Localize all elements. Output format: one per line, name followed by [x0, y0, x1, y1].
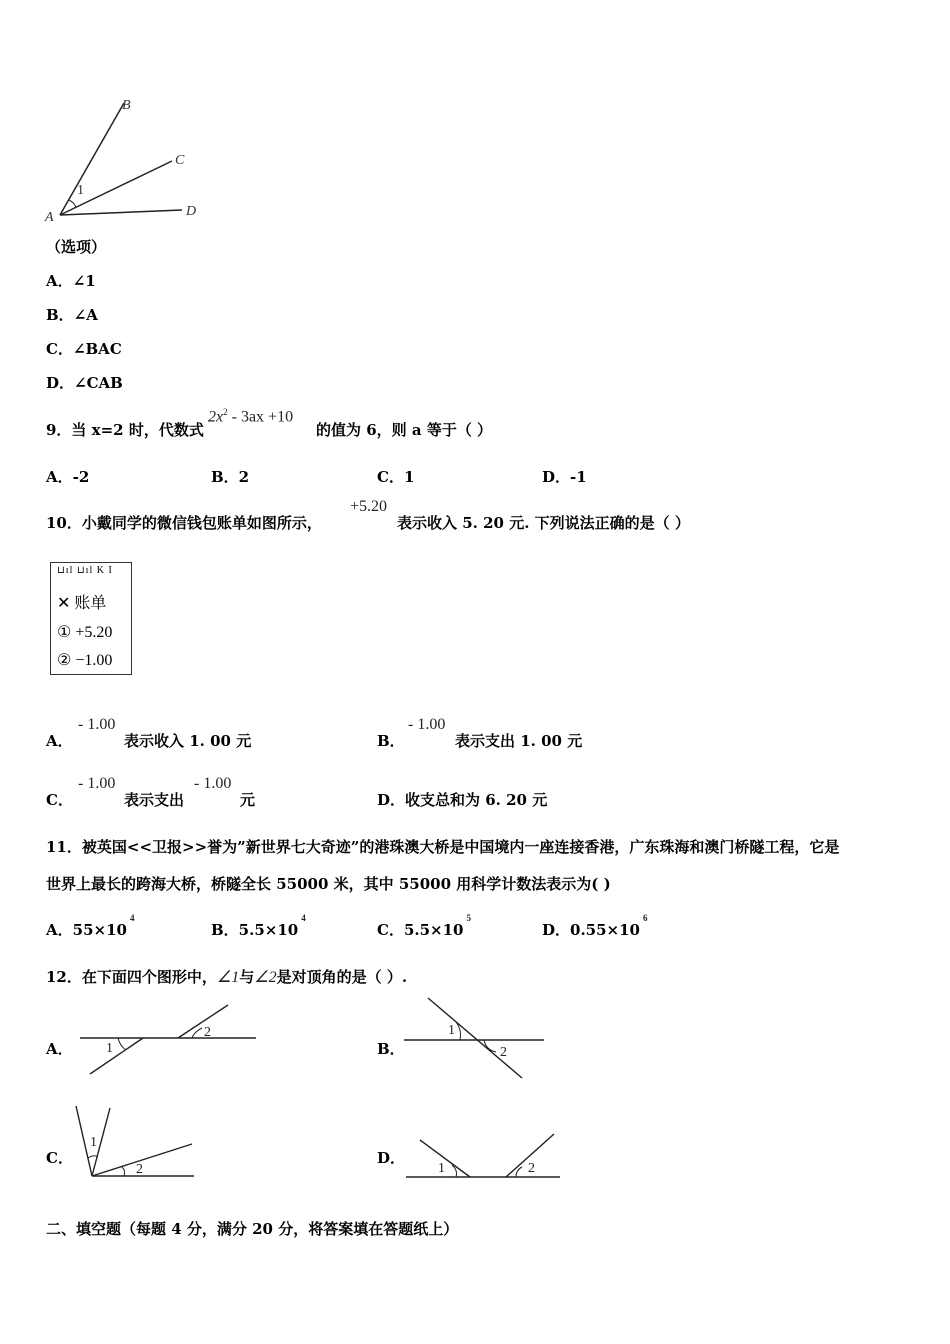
q10-option-d: D．收支总和为 6. 20 元	[377, 791, 548, 809]
q8-option-d: D．∠CAB	[46, 374, 123, 392]
figure-label-1: 1	[77, 183, 84, 198]
q11-option-c-label: C．5.5×10	[377, 921, 464, 939]
q11-option-b-exp: 4	[301, 913, 306, 923]
q12-prefix: 12．在下面四个图形中，	[46, 968, 217, 986]
q11-option-d-label: D．0.55×10	[542, 921, 640, 939]
q12-b-label-1: 1	[448, 1023, 455, 1038]
section-2-heading: 二、填空题（每题 4 分，满分 20 分，将答案填在答题纸上）	[46, 1220, 459, 1238]
q10-option-b-expr: - 1.00	[408, 716, 446, 733]
q11-option-a-exp: 4	[129, 913, 135, 923]
figure-label-b: B	[122, 98, 131, 113]
q9-suffix: 的值为 6，则 a 等于（ ）	[316, 421, 493, 439]
q12-option-c-label: C．	[46, 1149, 73, 1167]
q10-option-a-expr: - 1.00	[78, 716, 116, 733]
q9-option-d: D．-1	[542, 468, 587, 486]
q9-expr-sup: 2	[223, 407, 228, 417]
q12-c-label-1: 1	[90, 1135, 97, 1150]
q12-angle-1: ∠1	[216, 969, 240, 986]
q10-option-c-text1: 表示支出	[124, 791, 185, 809]
q8-option-b: B．∠A	[46, 306, 98, 324]
q10-option-c-expr1: - 1.00	[78, 775, 116, 792]
q9-expr-b: - 3ax +10	[227, 408, 294, 426]
q8-options-header: （选项）	[46, 238, 107, 256]
angle-figure-top	[42, 95, 202, 225]
q10-option-a-label: A．	[46, 732, 73, 750]
q12-figure-b	[404, 996, 554, 1081]
wallet-screenshot	[50, 562, 132, 675]
q11-option-d	[542, 913, 648, 940]
q11-option-c	[377, 913, 471, 940]
q11-option-a-label: A．55×10	[46, 921, 127, 939]
q12-stem	[46, 966, 407, 987]
q12-suffix: 是对顶角的是（ ）.	[276, 968, 408, 986]
q8-option-a: A．∠1	[46, 272, 96, 290]
q12-option-b-label: B．	[377, 1040, 405, 1058]
q11-line-2: 世界上最长的跨海大桥，桥隧全长 55000 米，其中 55000 用科学计数法表示为( )	[46, 875, 611, 893]
q11-option-b-label: B．5.5×10	[211, 921, 299, 939]
q12-figure-a	[78, 1000, 258, 1080]
q12-a-label-1: 1	[106, 1041, 113, 1056]
q12-option-a-label: A．	[46, 1040, 73, 1058]
q12-figure-c	[72, 1104, 202, 1184]
q9-option-b: B．2	[211, 468, 250, 486]
q10-suffix: 表示收入 5. 20 元. 下列说法正确的是（ ）	[397, 514, 690, 532]
q10-option-b-text: 表示支出 1. 00 元	[455, 732, 583, 750]
q12-d-label-1: 1	[438, 1161, 445, 1176]
q11-option-a	[46, 913, 135, 940]
q12-b-label-2: 2	[500, 1045, 507, 1060]
q10-option-a-text: 表示收入 1. 00 元	[124, 732, 252, 750]
q12-option-d-label: D．	[377, 1149, 406, 1167]
q10-expression: +5.20	[350, 498, 388, 515]
q11-option-d-exp: 6	[642, 913, 648, 923]
q12-mid: 与	[239, 968, 255, 986]
q11-option-b	[211, 913, 306, 940]
q12-angle-2: ∠2	[254, 969, 277, 986]
q12-d-label-2: 2	[528, 1161, 535, 1176]
wallet-title: ✕ 账单	[57, 595, 107, 612]
q9-expression	[208, 407, 293, 426]
figure-label-a: A	[45, 210, 54, 225]
wallet-status-bar: ⊔ıl ⊔ıl K I	[57, 565, 113, 576]
q10-option-c-label: C．	[46, 791, 73, 809]
q12-c-label-2: 2	[136, 1162, 143, 1177]
q10-option-c-text2: 元	[240, 791, 256, 809]
figure-label-c: C	[175, 153, 185, 168]
q9-prefix: 9．当 x=2 时，代数式	[46, 421, 204, 439]
q12-figure-d	[404, 1132, 564, 1192]
q11-line-1: 11．被英国<<卫报>>誉为”新世界七大奇迹”的港珠澳大桥是中国境内一座连接香港，广东珠海和澳门桥隧工程，它是	[46, 838, 840, 856]
q12-a-label-2: 2	[204, 1025, 211, 1040]
q10-prefix: 10．小戴同学的微信钱包账单如图所示，	[46, 514, 322, 532]
q10-option-b-label: B．	[377, 732, 405, 750]
wallet-row-1: ① +5.20	[57, 624, 113, 641]
q11-option-c-exp: 5	[466, 913, 471, 923]
wallet-row-2: ② −1.00	[57, 652, 113, 669]
figure-label-d: D	[186, 204, 197, 219]
q9-expr-a: 2x	[208, 408, 224, 426]
q8-option-c: C．∠BAC	[46, 340, 122, 358]
q10-option-c-expr2: - 1.00	[194, 775, 232, 792]
q9-option-c: C．1	[377, 468, 415, 486]
q9-option-a: A．-2	[46, 468, 90, 486]
